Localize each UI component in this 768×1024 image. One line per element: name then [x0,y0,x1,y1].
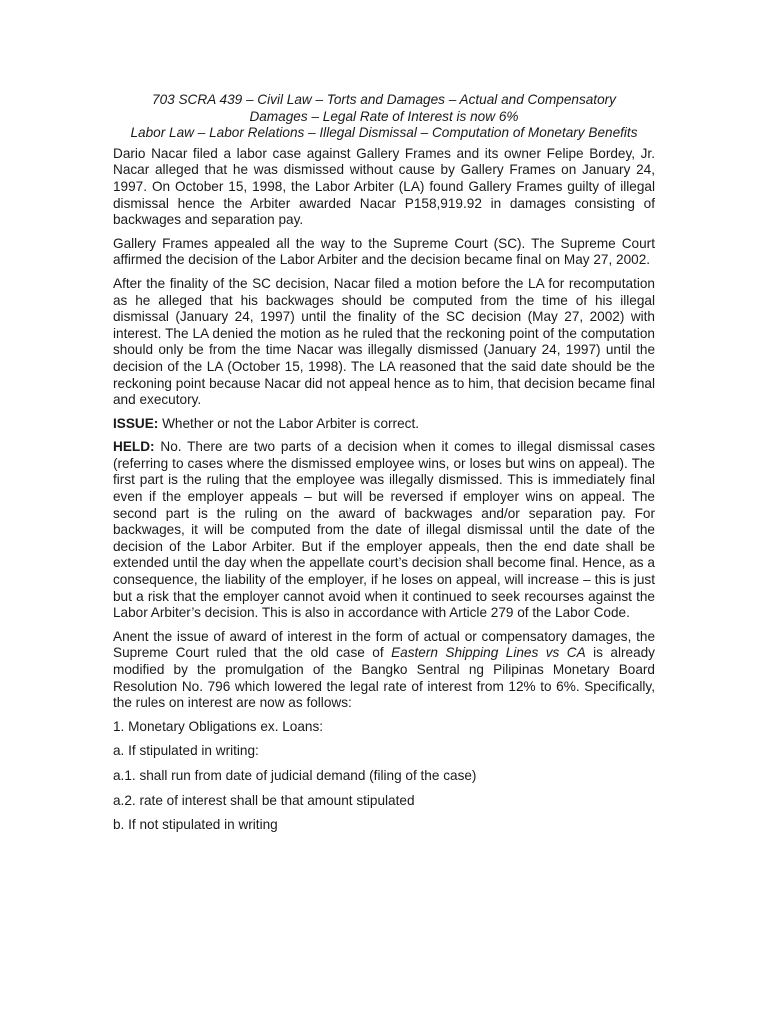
facts-paragraph-1: Dario Nacar filed a labor case against Gallery Frames and its owner Felipe Bordey, Jr. Nacar alleged that he was dismissed without cause by Gallery Frames on January 24, 1997. On October 15, 1998, the Labor Arbiter (LA) found Gallery Frames guilty of illegal dismissal hence the Arbiter awarded Nacar P158,919.92 in damages consisting of backwages and separation pay. [113,145,655,228]
issue-text: Whether or not the Labor Arbiter is correct. [158,415,419,431]
held-label: HELD: [113,439,155,455]
list-item: b. If not stipulated in writing [113,817,278,833]
case-citation: Eastern Shipping Lines vs CA [391,645,586,661]
list-item: a.1. shall run from date of judicial demand (filing of the case) [113,767,477,783]
held-text: No. There are two parts of a decision when it comes to illegal dismissal cases (referring to cases where the dismissed employee wins, or loses but wins on appeal). The first part is the ruling that the employee was illegally dismissed. This is immediately final even if the employer appeals – but will be reversed if employer wins on appeal. The second part is the ruling on the award of backwages and/or separation pay. For backwages, it will be computed from the date of illegal dismissal until the date of the decision of the Labor Arbiter. But if the employer appeals, then the end date shall be extended until the day when the appellate court’s decision shall become final. Hence, as a consequence, the liability of the employer, if he loses on appeal, will increase – this is just but a risk that the employer cannot avoid when it continued to seek recourses against the Labor Arbiter’s decision. This is also in accordance with Article 279 of the Labor Code. [113,439,655,621]
interest-paragraph [113,629,655,712]
issue-paragraph [113,416,655,433]
heading-line-3: Labor Law – Labor Relations – Illegal Dismissal – Computation of Monetary Benefits [130,125,638,141]
facts-paragraph-2: Gallery Frames appealed all the way to the Supreme Court (SC). The Supreme Court affirmed the decision of the Labor Arbiter and the decision became final on May 27, 2002. [113,235,655,268]
list-item: a.2. rate of interest shall be that amount stipulated [113,792,415,808]
list-item: 1. Monetary Obligations ex. Loans: [113,718,324,734]
interest-text-b: is already modified by the promulgation of the Bangko Sentral ng Pilipinas Monetary Board Resolution No. 796 which lowered the legal rate of interest from 12% to 6%. Specifically, the rules on interest are now as follows: [113,645,655,711]
facts-paragraph-3: After the finality of the SC decision, Nacar filed a motion before the LA for recomputation as he alleged that his backwages should be computed from the time of his illegal dismissal (January 24, 1997) until the finality of the SC decision (May 27, 2002) with interest. The LA denied the motion as he ruled that the reckoning point of the computation should only be from the time Nacar was illegally dismissed (January 24, 1997) until the decision of the LA (October 15, 1998). The LA reasoned that the said date should be the reckoning point because Nacar did not appeal hence as to him, that decision became final and executory. [113,275,655,408]
heading-line-1: 703 SCRA 439 – Civil Law – Torts and Damages – Actual and Compensatory [152,92,616,107]
issue-label: ISSUE: [113,415,159,431]
held-paragraph [113,439,655,622]
document-page [113,92,655,842]
interest-text-a: Anent the issue of award of interest in the form of actual or compensatory damages, the Supreme Court ruled that the old case of [113,628,655,661]
heading-line-2: Damages – Legal Rate of Interest is now 6% [249,108,519,124]
case-heading [113,92,655,142]
list-item: a. If stipulated in writing: [113,743,259,759]
